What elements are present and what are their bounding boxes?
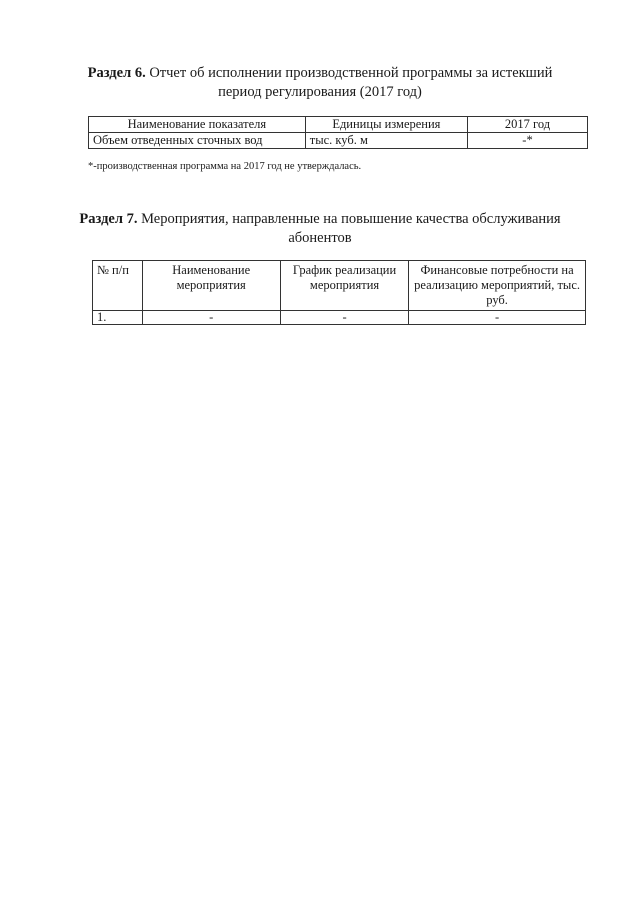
section-6-footnote: *-производственная программа на 2017 год не утверждалась.: [88, 161, 362, 172]
section-7-title: Мероприятия, направленные на повышение качества обслуживания абонентов: [141, 211, 561, 246]
cell-number: 1.: [93, 311, 143, 325]
header-measure-name: Наименование мероприятия: [142, 261, 280, 311]
service-quality-measures-table: [92, 260, 586, 325]
header-year: 2017 год: [468, 117, 588, 133]
cell-measure-name: -: [142, 311, 280, 325]
production-program-report-table: [88, 116, 588, 149]
cell-year-value: -*: [468, 133, 588, 149]
header-financial-needs: Финансовые потребности на реализацию мероприятий, тыс. руб.: [409, 261, 586, 311]
header-units: Единицы измерения: [305, 117, 467, 133]
table-row: [89, 133, 588, 149]
cell-financial-needs: -: [409, 311, 586, 325]
cell-schedule: -: [280, 311, 408, 325]
cell-units: тыс. куб. м: [305, 133, 467, 149]
section-6-heading: [70, 64, 570, 102]
table-header-row: [89, 117, 588, 133]
header-indicator-name: Наименование показателя: [89, 117, 306, 133]
section-7-label: Раздел 7.: [79, 211, 138, 227]
table-header-row: [93, 261, 586, 311]
table-row: [93, 311, 586, 325]
header-number: № п/п: [93, 261, 143, 311]
section-7-heading: [70, 210, 570, 248]
section-6-label: Раздел 6.: [87, 65, 146, 81]
header-schedule: График реализации мероприятия: [280, 261, 408, 311]
section-6-title: Отчет об исполнении производственной программы за истекший период регулирования (2017 год): [149, 65, 553, 100]
cell-indicator-name: Объем отведенных сточных вод: [89, 133, 306, 149]
